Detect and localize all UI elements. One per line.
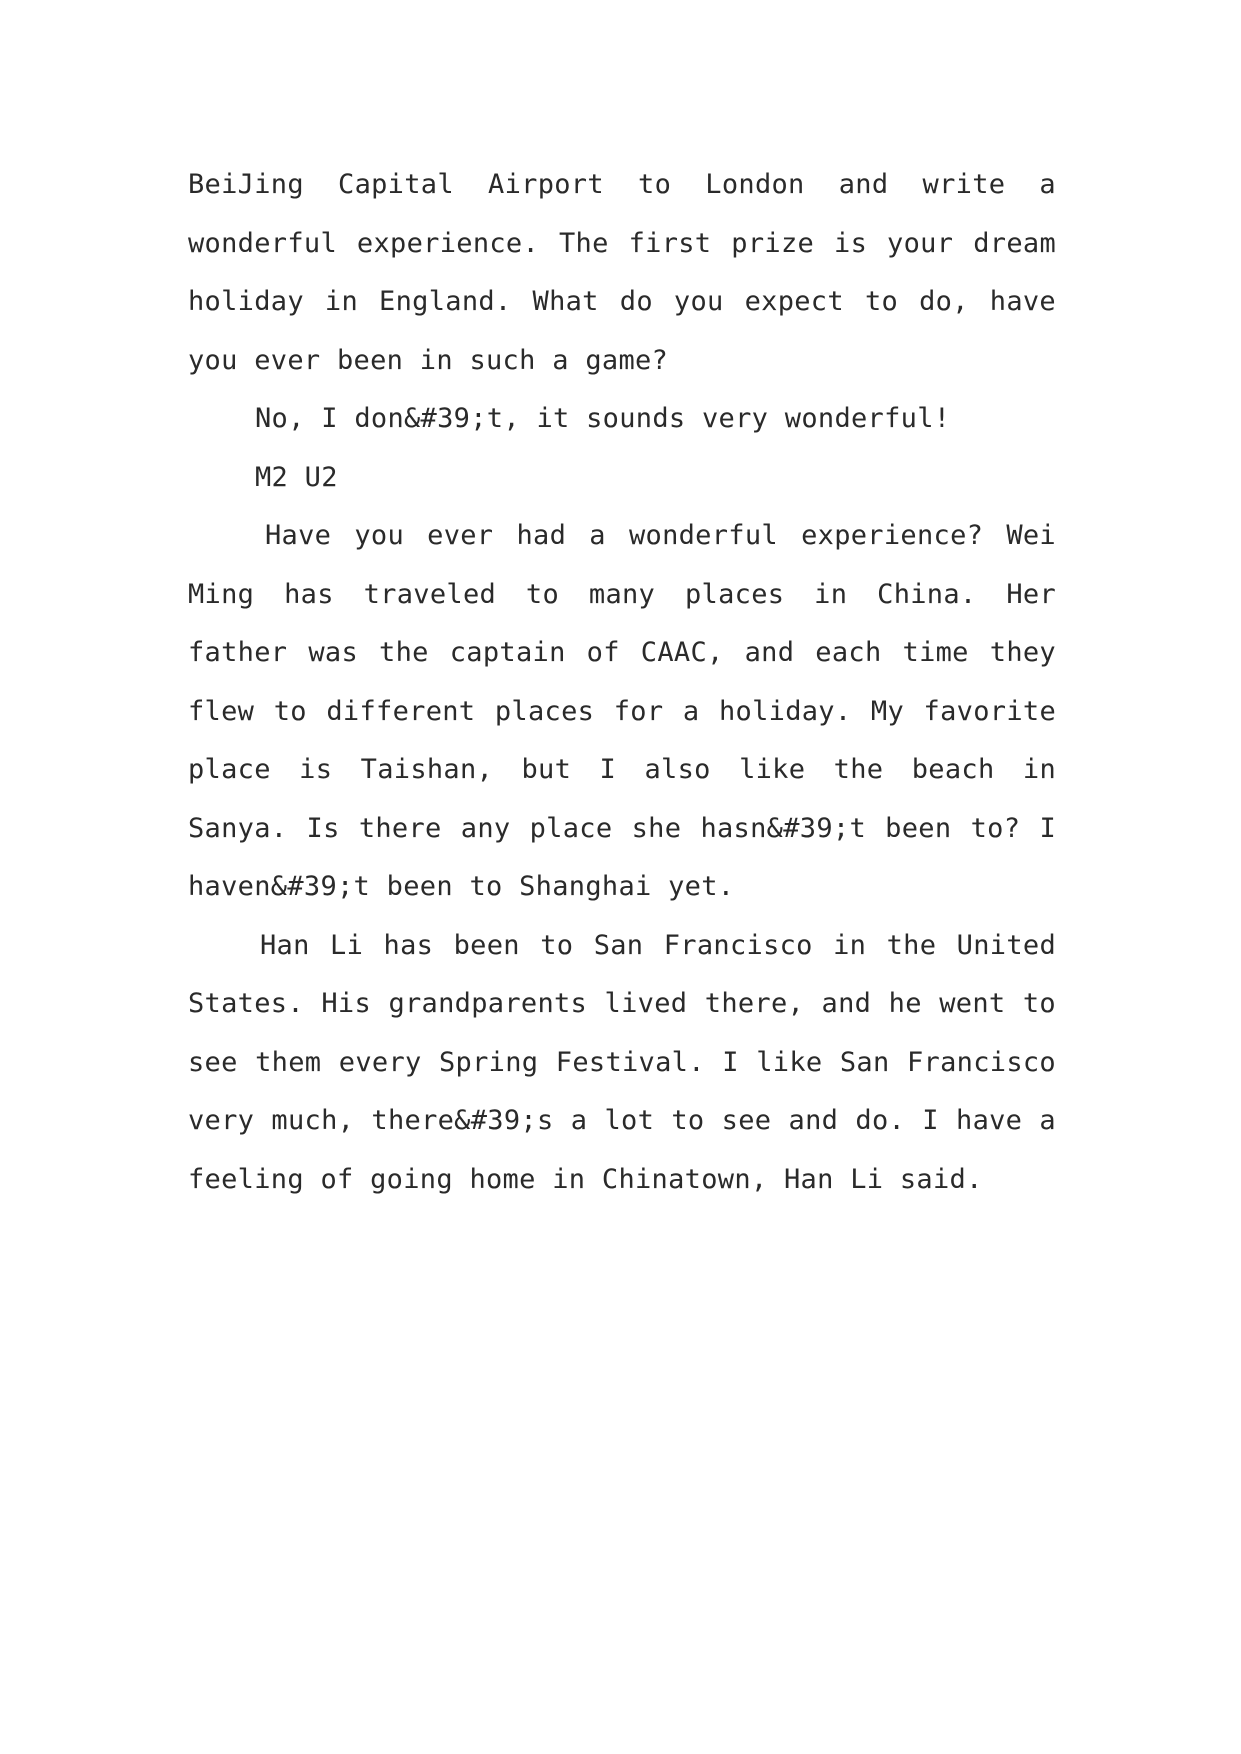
paragraph-wei-ming: Have you ever had a wonderful experience? Wei Ming has traveled to many places in China. Her father was the captain of CAAC, and each time they flew to different places for a holiday. My favorite place is Taishan, but I also like the beach in Sanya. Is there any place she hasn&#39;t been to? I haven&#39;t been to Shanghai yet. bbox=[188, 520, 1056, 902]
document-body bbox=[188, 156, 1056, 1209]
paragraph-contest-description: BeiJing Capital Airport to London and write a wonderful experience. The first prize is your dream holiday in England. What do you expect to do, have you ever been in such a game? bbox=[188, 169, 1056, 376]
paragraph-han-li: Han Li has been to San Francisco in the United States. His grandparents lived there, and he went to see them every Spring Festival. I like San Francisco very much, there&#39;s a lot to see and do. I have a feeling of going home in Chinatown, Han Li said. bbox=[188, 929, 1056, 1195]
section-heading: M2 U2 bbox=[255, 461, 338, 493]
paragraph-reply: No, I don&#39;t, it sounds very wonderful! bbox=[255, 403, 951, 434]
